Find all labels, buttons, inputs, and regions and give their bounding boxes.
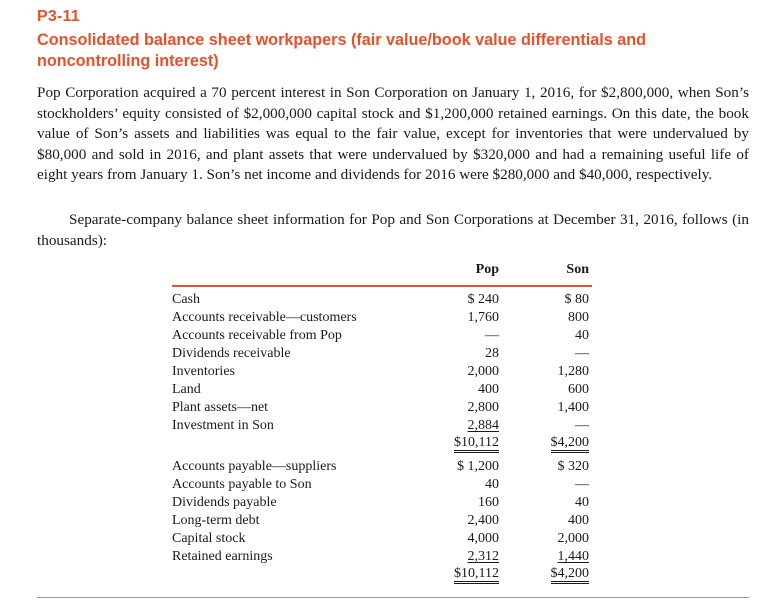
row-label: Inventories bbox=[172, 364, 235, 379]
row-label: Accounts receivable from Pop bbox=[172, 328, 342, 343]
row-label: Long-term debt bbox=[172, 513, 260, 528]
row-label: Plant assets—net bbox=[172, 400, 269, 415]
row-label: Cash bbox=[172, 292, 200, 307]
balance-row bbox=[172, 494, 592, 512]
son-value: 1,280 bbox=[557, 364, 589, 379]
pop-value: 2,884 bbox=[467, 418, 499, 433]
pop-value: 2,400 bbox=[467, 513, 499, 528]
son-asset-total: $4,200 bbox=[551, 435, 590, 453]
balance-row bbox=[172, 458, 592, 476]
balance-row bbox=[172, 291, 592, 309]
son-value: 1,400 bbox=[557, 400, 589, 415]
pop-value: 4,000 bbox=[467, 531, 499, 546]
row-label: Accounts receivable—customers bbox=[172, 310, 357, 325]
pop-value: 40 bbox=[485, 477, 499, 492]
balance-row bbox=[172, 309, 592, 327]
son-value: 1,440 bbox=[557, 549, 589, 564]
row-label: Dividends payable bbox=[172, 495, 277, 510]
son-value: 800 bbox=[568, 310, 589, 325]
son-liab-total: $4,200 bbox=[551, 566, 590, 584]
pop-value: 400 bbox=[478, 382, 499, 397]
son-value: 2,000 bbox=[557, 531, 589, 546]
problem-title: Consolidated balance sheet workpapers (fair value/book value differentials and noncontrolling interest) bbox=[37, 31, 646, 70]
problem-paragraph-2: Separate-company balance sheet information for Pop and Son Corporations at December 31, 2016, follows (in thousands): bbox=[37, 211, 749, 249]
row-label: Dividends receivable bbox=[172, 346, 291, 361]
bottom-rule bbox=[37, 597, 749, 598]
son-value: — bbox=[575, 346, 589, 361]
balance-row bbox=[172, 327, 592, 345]
balance-row bbox=[172, 512, 592, 530]
row-label: Accounts payable—suppliers bbox=[172, 459, 337, 474]
son-value: 400 bbox=[568, 513, 589, 528]
pop-value: 2,800 bbox=[467, 400, 499, 415]
balance-row bbox=[172, 417, 592, 435]
son-value: 40 bbox=[575, 495, 589, 510]
pop-value: 2,000 bbox=[467, 364, 499, 379]
liab-total-row bbox=[172, 566, 592, 584]
problem-paragraph-1: Pop Corporation acquired a 70 percent interest in Son Corporation on January 1, 2016, for $2,800,000, when Son’s stockholders’ equity consisted of $2,000,000 capital stock and $1,200,000 retained earnings. On this date, the book value of Son’s assets and liabilities was equal to the fair value, except for inventories that were undervalued by $80,000 and sold in 2016, and plant assets that were undervalued by $320,000 and had a remaining useful life of eight years from January 1. Son’s net income and dividends for 2016 were $280,000 and $40,000, respectively. bbox=[37, 84, 749, 183]
pop-liab-total: $10,112 bbox=[454, 566, 499, 584]
son-value: — bbox=[575, 477, 589, 492]
pop-value: 1,760 bbox=[467, 310, 499, 325]
son-value: 40 bbox=[575, 328, 589, 343]
pop-value: — bbox=[485, 328, 499, 343]
balance-row bbox=[172, 548, 592, 566]
row-label: Capital stock bbox=[172, 531, 246, 546]
balance-row bbox=[172, 399, 592, 417]
row-label: Investment in Son bbox=[172, 418, 274, 433]
asset-total-row bbox=[172, 435, 592, 453]
row-label: Land bbox=[172, 382, 201, 397]
row-label: Accounts payable to Son bbox=[172, 477, 312, 492]
balance-row bbox=[172, 363, 592, 381]
column-header-pop: Pop bbox=[475, 262, 499, 277]
balance-row bbox=[172, 476, 592, 494]
son-value: — bbox=[575, 418, 589, 433]
row-label: Retained earnings bbox=[172, 549, 273, 564]
pop-value: $ 240 bbox=[467, 292, 499, 307]
balance-row bbox=[172, 530, 592, 548]
son-value: $ 80 bbox=[564, 292, 589, 307]
son-value: 600 bbox=[568, 382, 589, 397]
header-rule bbox=[172, 285, 592, 287]
balance-row bbox=[172, 345, 592, 363]
son-value: $ 320 bbox=[557, 459, 589, 474]
problem-number: P3-11 bbox=[37, 8, 80, 25]
balance-row bbox=[172, 381, 592, 399]
pop-value: $ 1,200 bbox=[457, 459, 499, 474]
pop-value: 28 bbox=[485, 346, 499, 361]
pop-value: 2,312 bbox=[467, 549, 499, 564]
pop-value: 160 bbox=[478, 495, 499, 510]
pop-asset-total: $10,112 bbox=[454, 435, 499, 453]
column-header-son: Son bbox=[566, 262, 589, 277]
